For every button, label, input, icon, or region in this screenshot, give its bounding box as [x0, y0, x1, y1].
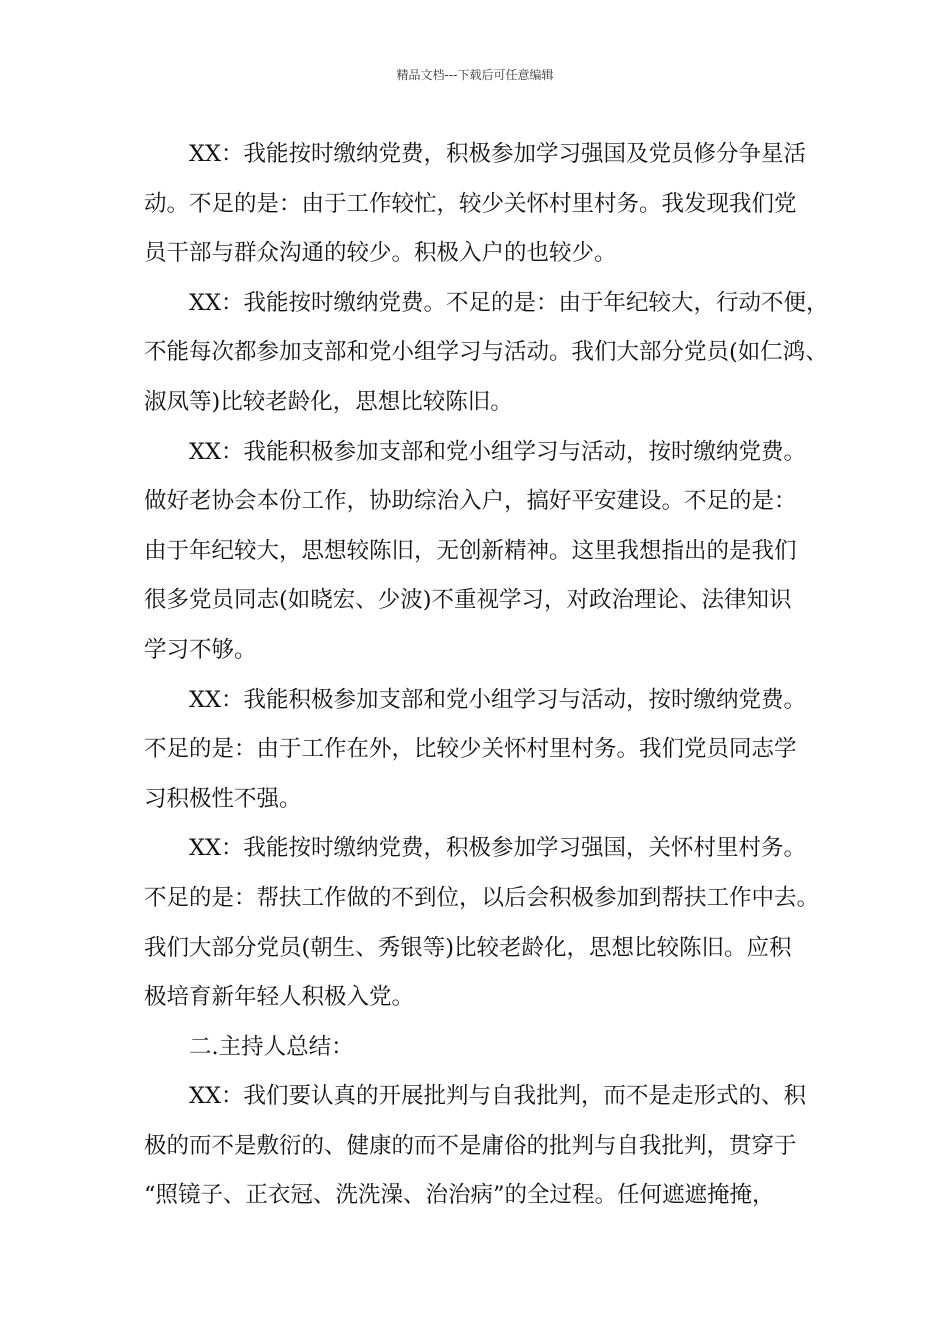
text-line: XX：我能积极参加支部和党小组学习与活动，按时缴纳党费。	[189, 686, 807, 713]
text-line: 我们大部分党员(朝生、秀银等)比较老龄化，思想比较陈旧。应积	[144, 934, 792, 961]
text-line: 不足的是：由于工作在外，比较少关怀村里村务。我们党员同志学	[144, 736, 797, 763]
text-line: 不足的是：帮扶工作做的不到位，以后会积极参加到帮扶工作中去。	[144, 884, 820, 911]
text-line: XX：我能按时缴纳党费，积极参加学习强国，关怀村里村务。	[189, 835, 807, 862]
text-line: 极培育新年轻人积极入党。	[144, 984, 415, 1011]
section-heading: 二.主持人总结：	[189, 1033, 354, 1060]
text-line: 学习不够。	[144, 636, 257, 663]
text-line: 很多党员同志(如晓宏、少波)不重视学习，对政治理论、法律知识	[144, 587, 792, 614]
text-line: 员干部与群众沟通的较少。积极入户的也较少。	[144, 240, 617, 267]
page-header: 精品文档---下载后可任意编辑	[396, 68, 554, 82]
text-line: XX：我能积极参加支部和党小组学习与活动，按时缴纳党费。	[189, 438, 807, 465]
text-line: 习积极性不强。	[144, 785, 302, 812]
text-line: XX：我能按时缴纳党费，积极参加学习强国及党员修分争星活	[189, 141, 807, 167]
text-line: 极的而不是敷衍的、健康的而不是庸俗的批判与自我批判，贯穿于	[144, 1132, 797, 1159]
text-line: 由于年纪较大，思想较陈旧，无创新精神。这里我想指出的是我们	[144, 537, 797, 564]
document-body	[144, 130, 829, 1221]
text-line: 淑凤等)比较老龄化，思想比较陈旧。	[144, 388, 513, 415]
text-line: “照镜子、正衣冠、洗洗澡、治治病”的全过程。任何遮遮掩掩，	[144, 1182, 775, 1209]
text-line: 做好老协会本份工作，协助综治入户，搞好平安建设。不足的是：	[144, 488, 797, 515]
text-line: 动。不足的是：由于工作较忙，较少关怀村里村务。我发现我们党	[144, 190, 797, 217]
text-line: XX：我们要认真的开展批判与自我批判，而不是走形式的、积	[189, 1083, 807, 1110]
text-line: XX：我能按时缴纳党费。不足的是：由于年纪较大，行动不便，	[189, 289, 829, 316]
text-line: 不能每次都参加支部和党小组学习与活动。我们大部分党员(如仁鸿、	[144, 339, 828, 366]
